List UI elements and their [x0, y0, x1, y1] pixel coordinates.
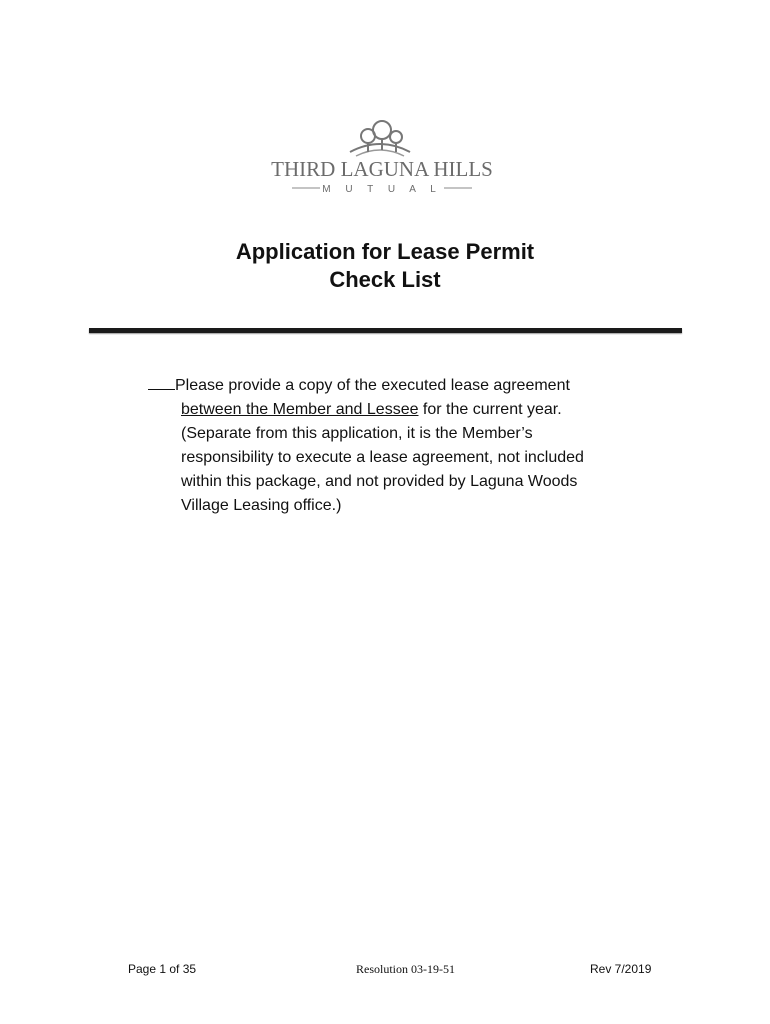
- revision-date: Rev 7/2019: [590, 962, 652, 976]
- item-line-4: responsibility to execute a lease agreement, not included: [181, 449, 584, 466]
- checklist: [148, 374, 628, 518]
- item-line-6: Village Leasing office.): [181, 497, 342, 514]
- title-line-1: Application for Lease Permit: [235, 239, 535, 264]
- document-title: [0, 238, 770, 294]
- title-line-2: Check List: [329, 267, 441, 292]
- title-divider: [89, 328, 682, 333]
- item-line-5: within this package, and not provided by Laguna Woods: [181, 473, 578, 490]
- logo-name: THIRD LAGUNA HILLS: [271, 157, 493, 181]
- checkbox-blank-line[interactable]: [148, 374, 175, 390]
- checklist-item: [148, 374, 628, 518]
- item-after-underline: for the current year.: [418, 401, 562, 418]
- item-underlined-text: between the Member and Lessee: [181, 401, 419, 418]
- resolution-number: Resolution 03-19-51: [356, 962, 455, 976]
- logo-subtitle: M U T U A L: [322, 184, 442, 195]
- mutual-logo: [262, 118, 502, 198]
- item-line-3: (Separate from this application, it is the Member’s: [181, 425, 533, 442]
- page-number: Page 1 of 35: [128, 962, 197, 976]
- item-lead-text: Please provide a copy of the executed lease agreement: [175, 377, 570, 394]
- trees-logo-icon: [262, 118, 502, 198]
